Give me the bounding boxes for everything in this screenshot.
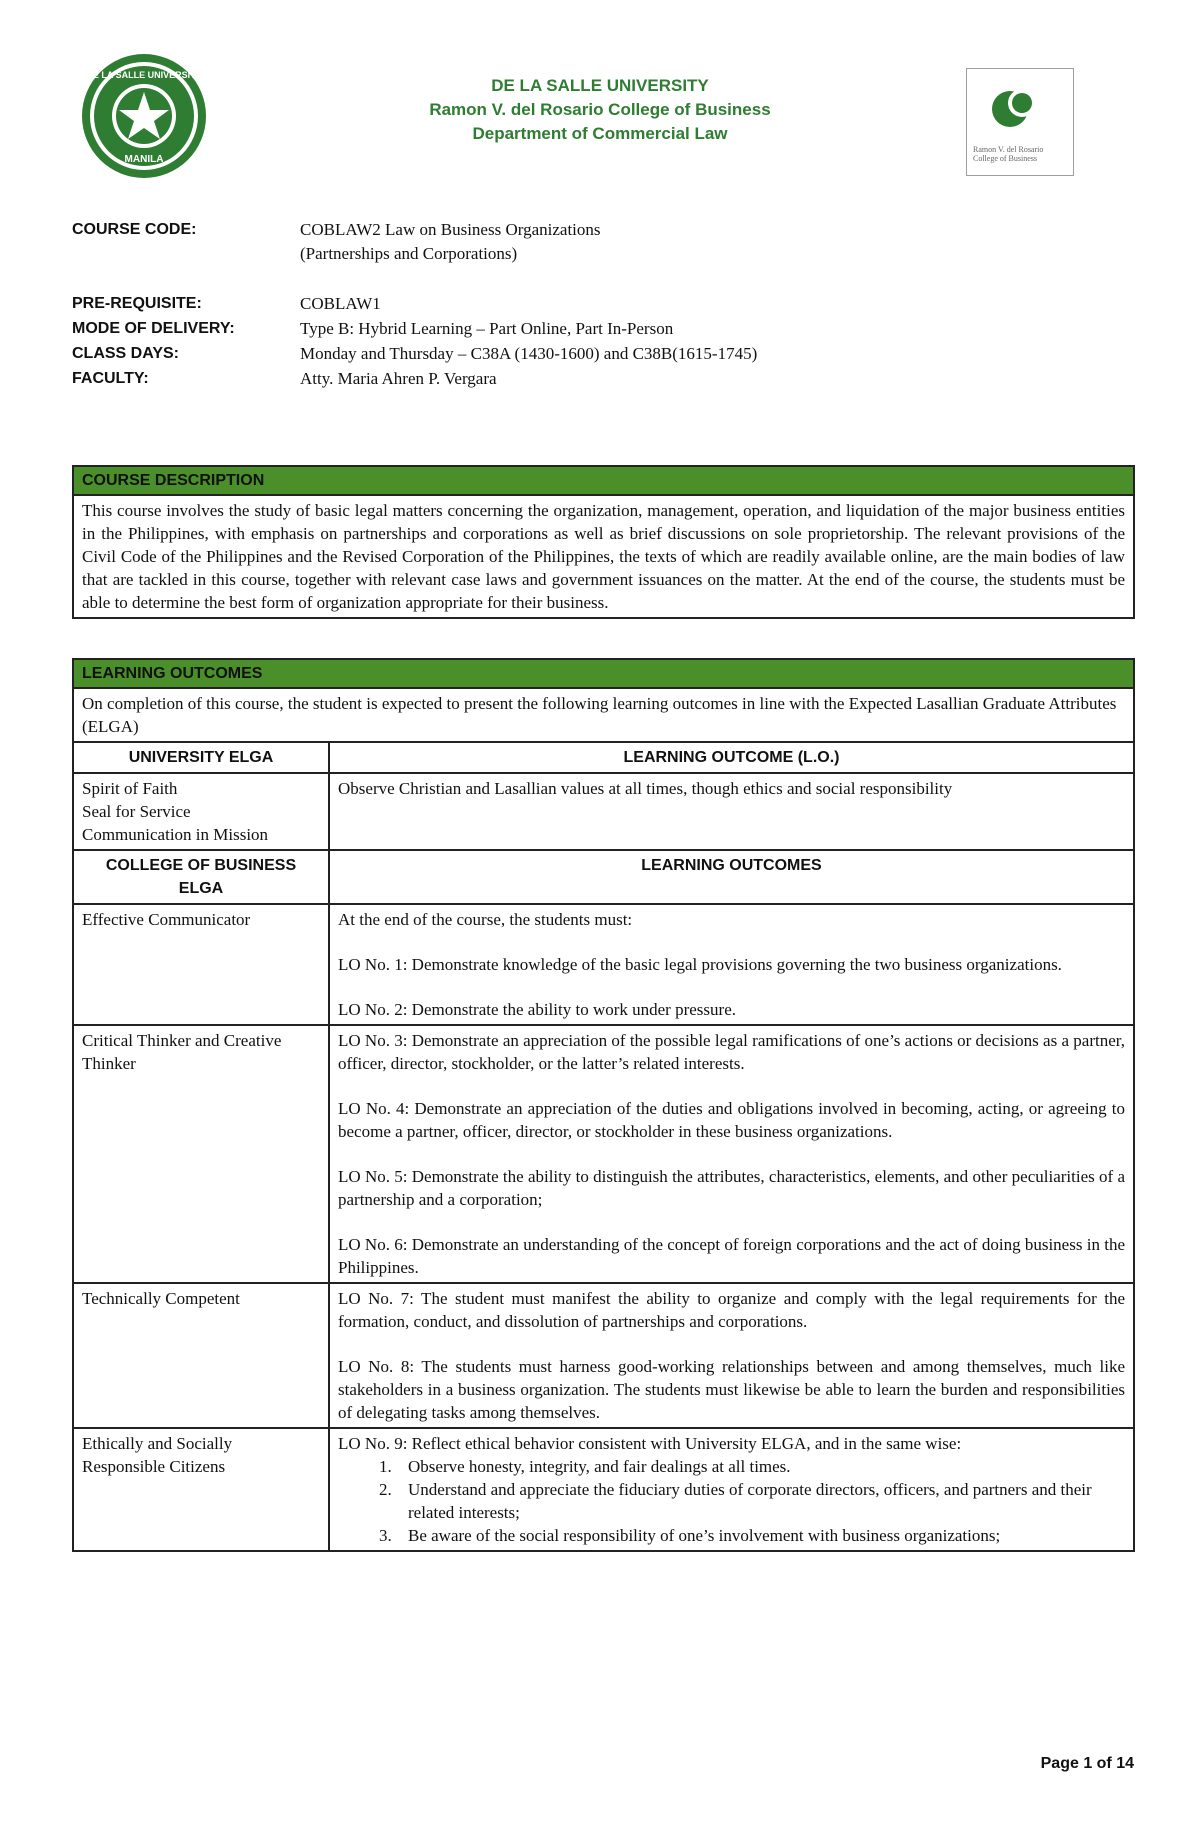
university-elga-header: UNIVERSITY ELGA: [73, 742, 329, 773]
college-elga-header: COLLEGE OF BUSINESS ELGA: [73, 850, 329, 904]
learning-outcome-header: LEARNING OUTCOME (L.O.): [329, 742, 1134, 773]
outcome-text: LO No. 8: The students must harness good-working relationships between and among themselves, much like stakeholders in a business organization. The students must likewise be able to learn the burden and responsibilities of delegating tasks among themselves.: [338, 1357, 1125, 1422]
institution-header: [300, 74, 900, 146]
faculty-label: FACULTY:: [72, 370, 149, 387]
elga-cell: Technically Competent: [73, 1283, 329, 1428]
seal-bottom-text: MANILA: [124, 154, 164, 165]
outcome-text: At the end of the course, the students must:: [338, 910, 633, 929]
university-outcome-text: Observe Christian and Lasallian values at all times, though ethics and social responsibility: [329, 773, 1134, 850]
college-logo-icon: [967, 73, 1073, 143]
elga-line: Ethically and Socially: [82, 1434, 233, 1453]
class-days-label: CLASS DAYS:: [72, 345, 179, 362]
page-number: Page 1 of 14: [1040, 1755, 1134, 1772]
prerequisite-value: COBLAW1: [300, 294, 381, 313]
university-elga-item: Communication in Mission: [82, 825, 269, 844]
learning-outcomes-col-header: LEARNING OUTCOMES: [329, 850, 1134, 904]
outcome-lead: LO No. 9: Reflect ethical behavior consistent with University ELGA, and in the same wise:: [338, 1434, 962, 1453]
university-name: DE LA SALLE UNIVERSITY: [491, 76, 709, 95]
outcomes-cell: [329, 1428, 1134, 1551]
table-row: [73, 1283, 1134, 1428]
prerequisite-label: PRE-REQUISITE:: [72, 295, 202, 312]
outcome-list: [338, 1455, 1125, 1547]
table-row: [73, 1025, 1134, 1283]
outcome-text: LO No. 6: Demonstrate an understanding of the concept of foreign corporations and the act of doing business in the Philippines.: [338, 1235, 1125, 1277]
outcome-text: LO No. 4: Demonstrate an appreciation of the duties and obligations involved in becoming, acting, or agreeing to become a partner, officer, director, or stockholder in these business organizations.: [338, 1099, 1125, 1141]
college-logo: [966, 68, 1074, 176]
outcome-text: LO No. 3: Demonstrate an appreciation of the possible legal ramifications of one’s actions or decisions as a partner, officer, director, stockholder, or the latter’s related interests.: [338, 1031, 1125, 1073]
mode-label: MODE OF DELIVERY:: [72, 320, 235, 337]
outcomes-cell: [329, 904, 1134, 1025]
college-name: Ramon V. del Rosario College of Business: [429, 100, 771, 119]
mode-value: Type B: Hybrid Learning – Part Online, Part In-Person: [300, 319, 674, 338]
elga-line: Responsible Citizens: [82, 1457, 226, 1476]
outcome-text: LO No. 7: The student must manifest the ability to organize and comply with the legal requirements for the formation, conduct, and dissolution of partnerships and corporations.: [338, 1289, 1125, 1331]
course-description-heading: COURSE DESCRIPTION: [73, 466, 1134, 495]
course-description-table: [72, 465, 1135, 619]
seal-top-text: DE LA SALLE UNIVERSITY: [86, 70, 202, 80]
outcome-text: LO No. 1: Demonstrate knowledge of the basic legal provisions governing the two business organizations.: [338, 955, 1062, 974]
faculty-value: Atty. Maria Ahren P. Vergara: [300, 369, 497, 388]
list-item: 2. Understand and appreciate the fiduciary duties of corporate directors, officers, and partners and their related interests;: [396, 1478, 1125, 1524]
outcome-text: LO No. 2: Demonstrate the ability to work under pressure.: [338, 1000, 736, 1019]
list-item: 1. Observe honesty, integrity, and fair dealings at all times.: [396, 1455, 1125, 1478]
outcome-text: LO No. 5: Demonstrate the ability to distinguish the attributes, characteristics, elements, and other peculiarities of a partnership and a corporation;: [338, 1167, 1125, 1209]
learning-outcomes-table: [72, 658, 1135, 1552]
course-description-text: This course involves the study of basic legal matters concerning the organization, management, operation, and liquidation of the major business entities in the Philippines, with emphasis on partnerships and corporations as well as brief discussions on sole proprietorship. The relevant provisions of the Civil Code of the Philippines and the Revised Corporation of the Philippines, the texts of which are readily available online, are the main bodies of law that are tackled in this course, together with relevant case laws and government issuances on the matter. At the end of the course, the students must be able to determine the best form of organization appropriate for their business.: [73, 495, 1134, 618]
outcomes-cell: [329, 1025, 1134, 1283]
university-elga-item: Seal for Service: [82, 802, 191, 821]
learning-outcomes-intro: On completion of this course, the student is expected to present the following learning outcomes in line with the Expected Lasallian Graduate Attributes (ELGA): [73, 688, 1134, 742]
table-row: [73, 904, 1134, 1025]
outcomes-cell: [329, 1283, 1134, 1428]
list-item: 3. Be aware of the social responsibility of one’s involvement with business organizations;: [396, 1524, 1125, 1547]
class-days-value: Monday and Thursday – C38A (1430-1600) and C38B(1615-1745): [300, 344, 758, 363]
college-logo-text: Ramon V. del Rosario College of Business: [973, 145, 1044, 163]
course-code-label: COURSE CODE:: [72, 221, 197, 238]
elga-cell: Effective Communicator: [73, 904, 329, 1025]
course-code-value-2: (Partnerships and Corporations): [300, 244, 518, 263]
elga-cell: [73, 1428, 329, 1551]
course-code-value: COBLAW2 Law on Business Organizations: [300, 220, 601, 239]
table-row: [73, 1428, 1134, 1551]
elga-cell: Critical Thinker and Creative Thinker: [73, 1025, 329, 1283]
university-elga-item: Spirit of Faith: [82, 779, 178, 798]
university-seal-icon: [80, 52, 208, 180]
learning-outcomes-heading: LEARNING OUTCOMES: [73, 659, 1134, 688]
department-name: Department of Commercial Law: [472, 124, 728, 143]
university-elga-cell: [73, 773, 329, 850]
